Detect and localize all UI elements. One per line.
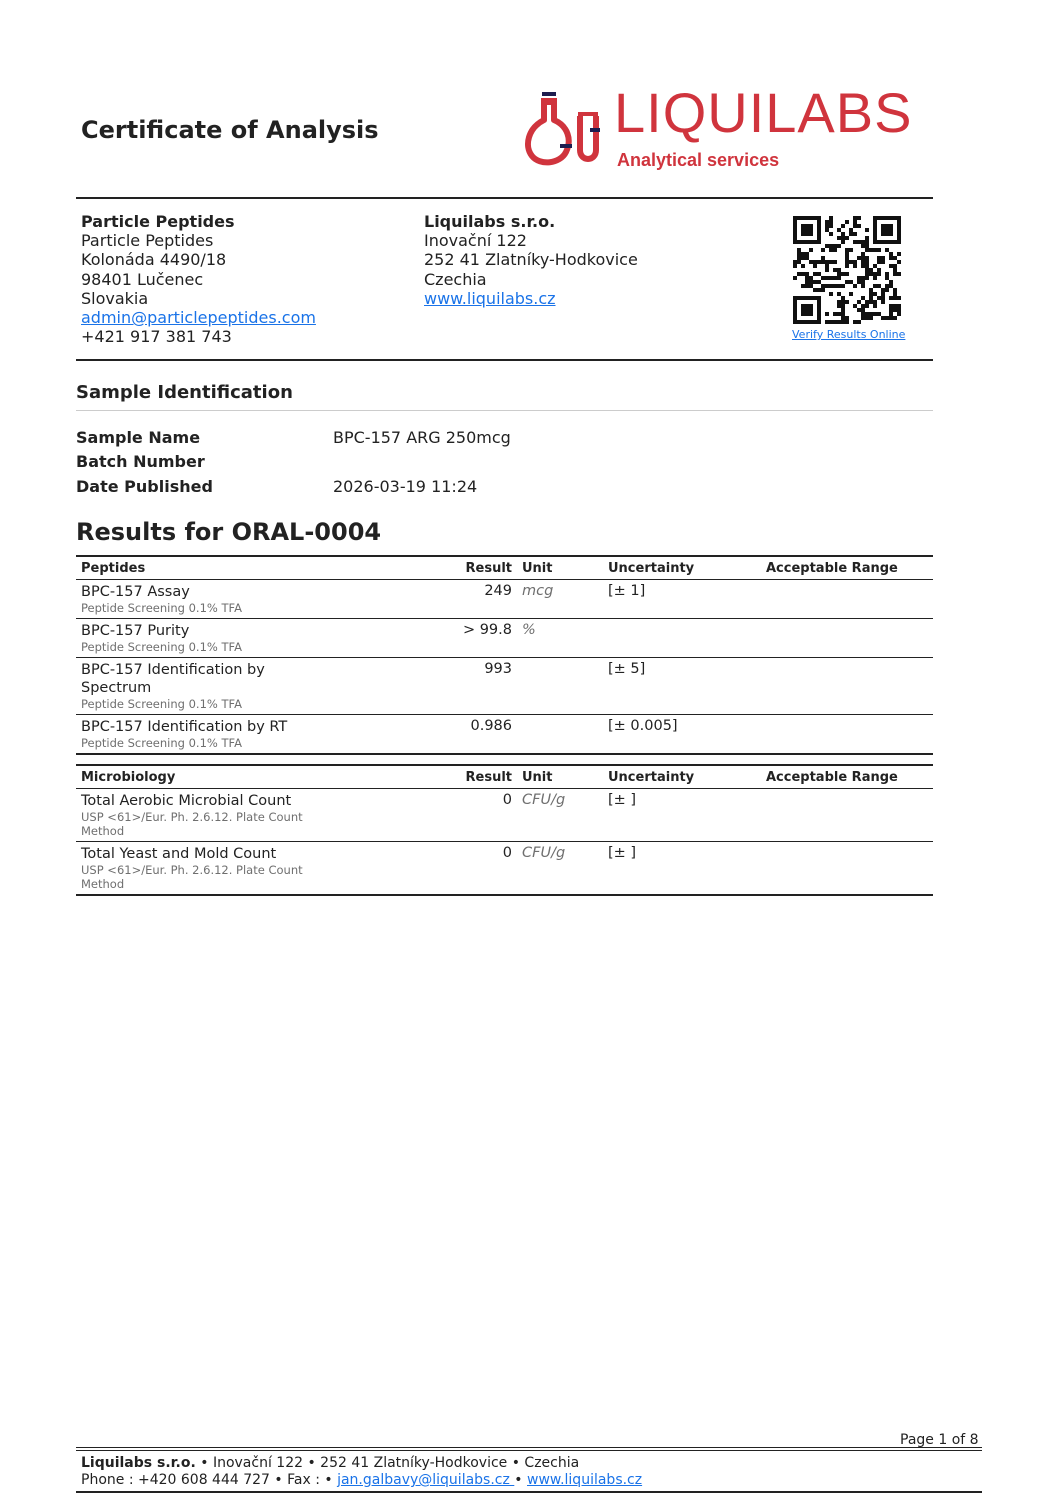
range-value [761, 619, 933, 658]
analyte-name: BPC-157 Identification by RT [81, 719, 288, 735]
column-header: Acceptable Range [761, 765, 933, 789]
divider [76, 410, 933, 411]
footer-contact-line [81, 1472, 642, 1488]
results-title: Results for ORAL-0004 [76, 518, 382, 546]
column-header: Unit [517, 556, 603, 580]
lab-address [424, 212, 638, 308]
method-name: USP <61>/Eur. Ph. 2.6.12. Plate Count Method [81, 863, 303, 891]
divider [76, 1450, 982, 1451]
qr-code-icon[interactable] [793, 216, 901, 324]
result-value: 0 [424, 842, 517, 896]
uncertainty-value [603, 619, 761, 658]
column-header: Acceptable Range [761, 556, 933, 580]
section-title: Sample Identification [76, 382, 293, 403]
date-published-value: 2026-03-19 11:24 [333, 477, 478, 496]
range-value [761, 789, 933, 842]
result-value: 0.986 [424, 715, 517, 755]
batch-number-label: Batch Number [76, 452, 205, 471]
analyte-name: Total Aerobic Microbial Count [81, 793, 292, 809]
uncertainty-value: [± 1] [603, 580, 761, 619]
table-row [76, 580, 933, 619]
microbiology-table [76, 764, 933, 896]
column-header: Uncertainty [603, 765, 761, 789]
divider [76, 1447, 982, 1448]
column-header: Unit [517, 765, 603, 789]
result-value: 0 [424, 789, 517, 842]
lab-website-link[interactable]: www.liquilabs.cz [424, 288, 556, 308]
unit-value: CFU/g [517, 842, 603, 896]
page-number: Page 1 of 8 [900, 1432, 979, 1448]
divider [76, 1491, 982, 1493]
unit-value [517, 658, 603, 715]
table-header-row [76, 556, 933, 580]
verify-results-link[interactable]: Verify Results Online [792, 328, 906, 341]
client-line: Kolonáda 4490/18 [81, 250, 227, 270]
analyte-name: BPC-157 Identification by Spectrum [81, 662, 265, 696]
divider [76, 197, 933, 199]
footer-company: Liquilabs s.r.o. [81, 1455, 196, 1471]
document-title: Certificate of Analysis [81, 116, 379, 144]
range-value [761, 658, 933, 715]
uncertainty-value: [± 0.005] [603, 715, 761, 755]
liquilabs-logo-icon [524, 90, 604, 174]
analyte-name: BPC-157 Purity [81, 623, 190, 639]
range-value [761, 842, 933, 896]
method-name: Peptide Screening 0.1% TFA [81, 736, 242, 750]
column-header: Peptides [76, 556, 424, 580]
table-row [76, 789, 933, 842]
lab-name: Liquilabs s.r.o. [424, 212, 556, 231]
logo-subtitle: Analytical services [617, 150, 780, 170]
result-value: 993 [424, 658, 517, 715]
lab-line: Inovační 122 [424, 231, 527, 251]
logo-wordmark: LIQUILABS [614, 81, 913, 144]
unit-value: CFU/g [517, 789, 603, 842]
client-address [81, 212, 316, 346]
client-line: Slovakia [81, 288, 149, 308]
method-name: Peptide Screening 0.1% TFA [81, 640, 242, 654]
client-line: 98401 Lučenec [81, 269, 204, 289]
range-value [761, 580, 933, 619]
table-row [76, 658, 933, 715]
divider [76, 359, 933, 361]
table-row [76, 619, 933, 658]
client-name: Particle Peptides [81, 212, 235, 231]
column-header: Microbiology [76, 765, 424, 789]
analyte-name: BPC-157 Assay [81, 584, 190, 600]
date-published-label: Date Published [76, 477, 213, 496]
analyte-name: Total Yeast and Mold Count [81, 846, 277, 862]
sample-name-label: Sample Name [76, 428, 201, 447]
result-value: > 99.8 [424, 619, 517, 658]
column-header: Result [424, 556, 517, 580]
lab-line: Czechia [424, 269, 487, 289]
sample-name-value: BPC-157 ARG 250mcg [333, 428, 511, 447]
method-name: Peptide Screening 0.1% TFA [81, 697, 242, 711]
unit-value: mcg [517, 580, 603, 619]
footer-address-line [81, 1455, 579, 1471]
table-row [76, 715, 933, 755]
client-email-link[interactable]: admin@particlepeptides.com [81, 308, 316, 328]
footer-separator: • [514, 1472, 528, 1488]
uncertainty-value: [± 5] [603, 658, 761, 715]
client-phone: +421 917 381 743 [81, 327, 232, 347]
footer-address: • Inovační 122 • 252 41 Zlatníky-Hodkovice • Czechia [195, 1455, 580, 1471]
table-row [76, 842, 933, 896]
method-name: Peptide Screening 0.1% TFA [81, 601, 242, 615]
client-line: Particle Peptides [81, 231, 214, 251]
method-name: USP <61>/Eur. Ph. 2.6.12. Plate Count Method [81, 810, 303, 838]
uncertainty-value: [± ] [603, 842, 761, 896]
result-value: 249 [424, 580, 517, 619]
peptides-table [76, 555, 933, 755]
column-header: Uncertainty [603, 556, 761, 580]
range-value [761, 715, 933, 755]
unit-value [517, 715, 603, 755]
footer-email-link[interactable]: jan.galbavy@liquilabs.cz [337, 1472, 515, 1488]
column-header: Result [424, 765, 517, 789]
footer-website-link[interactable]: www.liquilabs.cz [527, 1472, 643, 1488]
unit-value: % [517, 619, 603, 658]
table-header-row [76, 765, 933, 789]
footer-phone-fax: Phone : +420 608 444 727 • Fax : • [81, 1472, 338, 1488]
lab-line: 252 41 Zlatníky-Hodkovice [424, 250, 638, 270]
uncertainty-value: [± ] [603, 789, 761, 842]
